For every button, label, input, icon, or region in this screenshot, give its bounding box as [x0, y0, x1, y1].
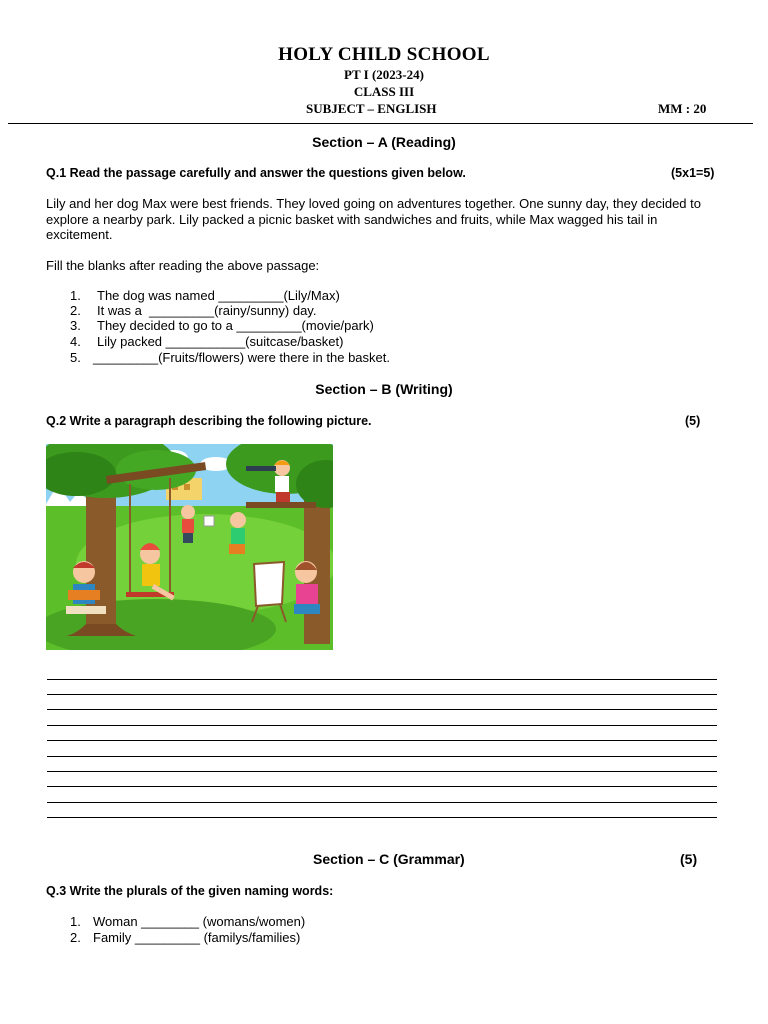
section-a-title: Section – A (Reading)	[312, 134, 456, 150]
answer-line[interactable]	[47, 786, 717, 787]
list-item: Family _________ (familys/families)	[93, 930, 301, 945]
question-3: Q.3 Write the plurals of the given naming words:	[46, 884, 334, 898]
answer-line[interactable]	[47, 817, 717, 818]
subject-name: SUBJECT – ENGLISH	[306, 101, 437, 116]
question-1-marks: (5x1=5)	[671, 166, 715, 180]
max-marks: MM : 20	[658, 101, 707, 116]
answer-line[interactable]	[47, 802, 717, 803]
list-item-number: 4.	[70, 334, 81, 349]
answer-line[interactable]	[47, 756, 717, 757]
answer-line[interactable]	[47, 709, 717, 710]
list-item-number: 1.	[70, 914, 81, 929]
list-item-number: 1.	[70, 288, 81, 303]
list-item: The dog was named _________(Lily/Max)	[97, 288, 340, 303]
question-1: Q.1 Read the passage carefully and answer the questions given below.	[46, 166, 466, 180]
answer-line[interactable]	[47, 679, 717, 680]
answer-line[interactable]	[47, 694, 717, 695]
test-name: PT I (2023-24)	[344, 67, 424, 82]
class-name: CLASS III	[353, 84, 415, 99]
list-item: They decided to go to a _________(movie/park)	[97, 318, 374, 333]
answer-line[interactable]	[47, 725, 717, 726]
question-2-marks: (5)	[685, 414, 701, 428]
school-name: HOLY CHILD SCHOOL	[278, 44, 490, 65]
list-item: Woman ________ (womans/women)	[93, 914, 306, 929]
list-item-number: 3.	[70, 318, 81, 333]
list-item: Lily packed ___________(suitcase/basket)	[97, 334, 344, 349]
list-item: It was a _________(rainy/sunny) day.	[97, 303, 317, 318]
children-playing-in-park-illustration	[46, 444, 333, 650]
reading-passage: Lily and her dog Max were best friends. They loved going on adventures together. One sunny day, they decided to explore a nearby park. Lily packed a picnic basket with sandwiches and fruits, while Max wagged his tail in excitement.	[46, 196, 701, 242]
answer-line[interactable]	[47, 740, 717, 741]
section-b-title: Section – B (Writing)	[315, 381, 453, 397]
header-divider	[8, 123, 753, 124]
question-2: Q.2 Write a paragraph describing the following picture.	[46, 414, 372, 428]
section-c-title: Section – C (Grammar)	[313, 851, 465, 867]
section-c-marks: (5)	[680, 851, 698, 867]
list-item-number: 5.	[70, 350, 81, 365]
list-item-number: 2.	[70, 930, 81, 945]
list-item-number: 2.	[70, 303, 81, 318]
fill-blanks-instruction: Fill the blanks after reading the above passage:	[46, 258, 320, 273]
answer-line[interactable]	[47, 771, 717, 772]
list-item: _________(Fruits/flowers) were there in the basket.	[93, 350, 390, 365]
